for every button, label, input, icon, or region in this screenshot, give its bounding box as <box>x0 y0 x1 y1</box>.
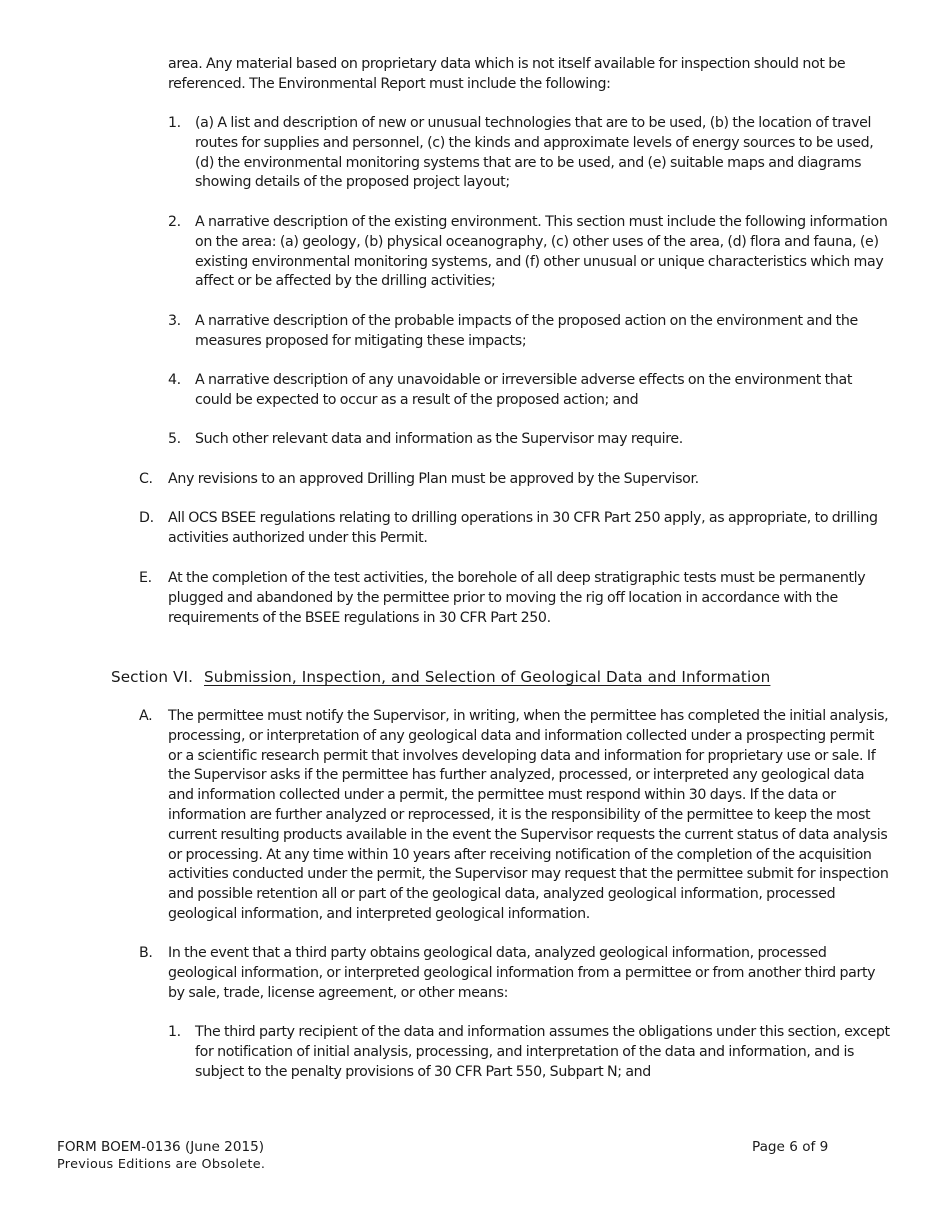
section-item-a-text: The permittee must notify the Supervisor, in writing, when the permittee has completed the initial analysis, processing, or interpretation of any geological data and information collected under a prospecting permit or a scientific research permit that involves developing data and information for proprietary use or sale. If the Supervisor asks if the permittee has further analyzed, processed, or interpreted any geological data and information collected under a permit, the permittee must respond within 30 days. If the data or information are further analyzed or reprocessed, it is the responsibility of the permittee to keep the most current resulting products available in the event the Supervisor requests the current status of data analysis or processing. At any time within 10 years after receiving notification of the completion of the acquisition activities conducted under the permit, the Supervisor may request that the permittee submit for inspection and possible retention all or part of the geological data, analyzed geological information, processed geological information, and interpreted geological information. <box>168 708 889 922</box>
section-item-b <box>139 944 889 1004</box>
item-c-text: Any revisions to an approved Drilling Plan must be approved by the Supervisor. <box>168 471 699 487</box>
item-d-text: All OCS BSEE regulations relating to drilling operations in 30 CFR Part 250 apply, as appropriate, to drilling activities authorized under this Permit. <box>168 510 878 546</box>
item-e-marker: E. <box>139 570 152 586</box>
item-c-marker: C. <box>139 471 153 487</box>
intro-paragraph: area. Any material based on proprietary data which is not itself available for inspection should not be referenced. The Environmental Report must include the following: <box>168 56 846 92</box>
sub-item-1-text: The third party recipient of the data and information assumes the obligations under this section, except for notification of initial analysis, processing, and interpretation of the data and information, and is subject to the penalty provisions of 30 CFR Part 550, Subpart N; and <box>195 1024 890 1080</box>
env-item-4-text: A narrative description of any unavoidable or irreversible adverse effects on the environment that could be expected to occur as a result of the proposed action; and <box>195 372 853 408</box>
footer-obsolete-note: Previous Editions are Obsolete. <box>57 1157 266 1172</box>
section-item-a <box>139 707 889 927</box>
item-c <box>139 470 889 490</box>
env-item-4 <box>168 371 890 411</box>
section-item-a-marker: A. <box>139 708 153 724</box>
env-item-2 <box>168 213 890 293</box>
section-item-b-marker: B. <box>139 945 153 961</box>
env-item-1-marker: 1. <box>168 115 181 131</box>
item-d <box>139 509 889 549</box>
env-item-2-marker: 2. <box>168 214 181 230</box>
env-item-4-marker: 4. <box>168 372 181 388</box>
section-heading <box>111 667 770 687</box>
env-item-3-text: A narrative description of the probable impacts of the proposed action on the environment and the measures proposed for mitigating these impacts; <box>195 313 858 349</box>
section-item-b-text: In the event that a third party obtains geological data, analyzed geological information, processed geological information, or interpreted geological information from a permittee or from another third party by sale, trade, license agreement, or other means: <box>168 945 876 1001</box>
sub-item-1 <box>168 1023 890 1083</box>
env-item-2-text: A narrative description of the existing environment. This section must include the following information on the area: (a) geology, (b) physical oceanography, (c) other uses of the area, (d) flora and fauna, (e) existing environmental monitoring systems, and (f) other unusual or unique characteristics which may affect or be affected by the drilling activities; <box>195 214 888 290</box>
env-item-3 <box>168 312 890 352</box>
item-e <box>139 569 889 629</box>
sub-item-1-marker: 1. <box>168 1024 181 1040</box>
env-item-5-marker: 5. <box>168 431 181 447</box>
env-item-3-marker: 3. <box>168 313 181 329</box>
env-item-1 <box>168 114 890 194</box>
footer-form-id: FORM BOEM-0136 (June 2015) <box>57 1139 265 1155</box>
section-label: Section VI. <box>111 668 194 686</box>
footer-page-number: Page 6 of 9 <box>752 1139 829 1155</box>
item-e-text: At the completion of the test activities, the borehole of all deep stratigraphic tests must be permanently plugged and abandoned by the permittee prior to moving the rig off location in accordance with the requirements of the BSEE regulations in 30 CFR Part 250. <box>168 570 866 626</box>
env-item-5 <box>168 430 890 450</box>
section-title: Submission, Inspection, and Selection of Geological Data and Information <box>204 668 771 686</box>
env-item-1-text: (a) A list and description of new or unusual technologies that are to be used, (b) the location of travel routes for supplies and personnel, (c) the kinds and approximate levels of energy sources to be used, (d) the environmental monitoring systems that are to be used, and (e) suitable maps and diagrams showing details of the proposed project layout; <box>195 115 874 191</box>
env-item-5-text: Such other relevant data and information as the Supervisor may require. <box>195 431 683 447</box>
item-d-marker: D. <box>139 510 154 526</box>
